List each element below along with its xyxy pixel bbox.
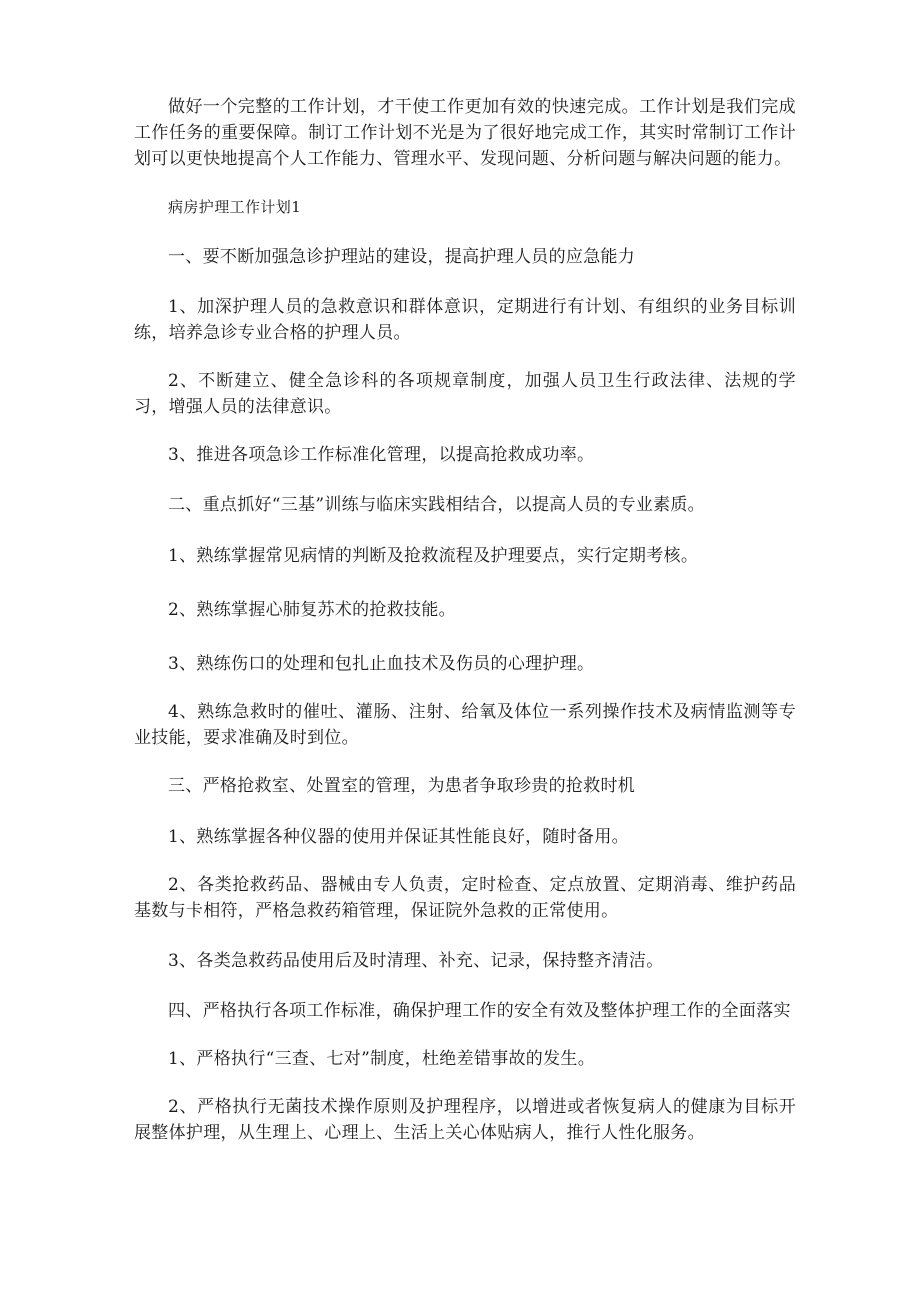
- document-body: [134, 94, 796, 1146]
- section-3-item-3: 3、各类急救药品使用后及时清理、补充、记录，保持整齐清洁。: [168, 951, 664, 971]
- section-1-item-2: 2、不断建立、健全急诊科的各项规章制度，加强人员卫生行政法律、法规的学习，增强人员的法律意识。: [134, 371, 796, 417]
- section-4-heading: 四、严格执行各项工作标准，确保护理工作的安全有效及整体护理工作的全面落实: [168, 1001, 791, 1021]
- section-1-item-1: 1、加深护理人员的急救意识和群体意识，定期进行有计划、有组织的业务目标训练，培养急诊专业合格的护理人员。: [134, 297, 796, 343]
- section-2-item-3: 3、熟练伤口的处理和包扎止血技术及伤员的心理护理。: [168, 654, 595, 674]
- section-4-item-1: 1、严格执行“三查、七对”制度，杜绝差错事故的发生。: [168, 1049, 595, 1069]
- intro-paragraph: 做好一个完整的工作计划，才干使工作更加有效的快速完成。工作计划是我们完成工作任务的重要保障。制订工作计划不光是为了很好地完成工作，其实时常制订工作计划可以更快地提高个人工作能力、管理水平、发现问题、分析问题与解决问题的能力。: [134, 97, 796, 169]
- section-2-item-2: 2、熟练掌握心肺复苏术的抢救技能。: [168, 600, 456, 620]
- section-3-heading: 三、严格抢救室、处置室的管理，为患者争取珍贵的抢救时机: [168, 776, 636, 796]
- section-3-item-2: 2、各类抢救药品、器械由专人负责，定时检查、定点放置、定期消毒、维护药品基数与卡相符，严格急救药箱管理，保证院外急救的正常使用。: [134, 875, 796, 921]
- section-3-item-1: 1、熟练掌握各种仪器的使用并保证其性能良好，随时备用。: [168, 827, 629, 847]
- section-2-heading: 二、重点抓好“三基”训练与临床实践相结合，以提高人员的专业素质。: [168, 495, 705, 515]
- section-1-item-3: 3、推进各项急诊工作标准化管理，以提高抢救成功率。: [168, 445, 595, 465]
- document-title: 病房护理工作计划1: [168, 198, 302, 216]
- section-4-item-2: 2、严格执行无菌技术操作原则及护理程序，以增进或者恢复病人的健康为目标开展整体护理，从生理上、心理上、生活上关心体贴病人，推行人性化服务。: [134, 1097, 796, 1143]
- section-1-heading: 一、要不断加强急诊护理站的建设，提高护理人员的应急能力: [168, 247, 636, 267]
- section-2-item-1: 1、熟练掌握常见病情的判断及抢救流程及护理要点，实行定期考核。: [168, 546, 699, 566]
- section-2-item-4: 4、熟练急救时的催吐、灌肠、注射、给氧及体位一系列操作技术及病情监测等专业技能，要求准确及时到位。: [134, 702, 796, 748]
